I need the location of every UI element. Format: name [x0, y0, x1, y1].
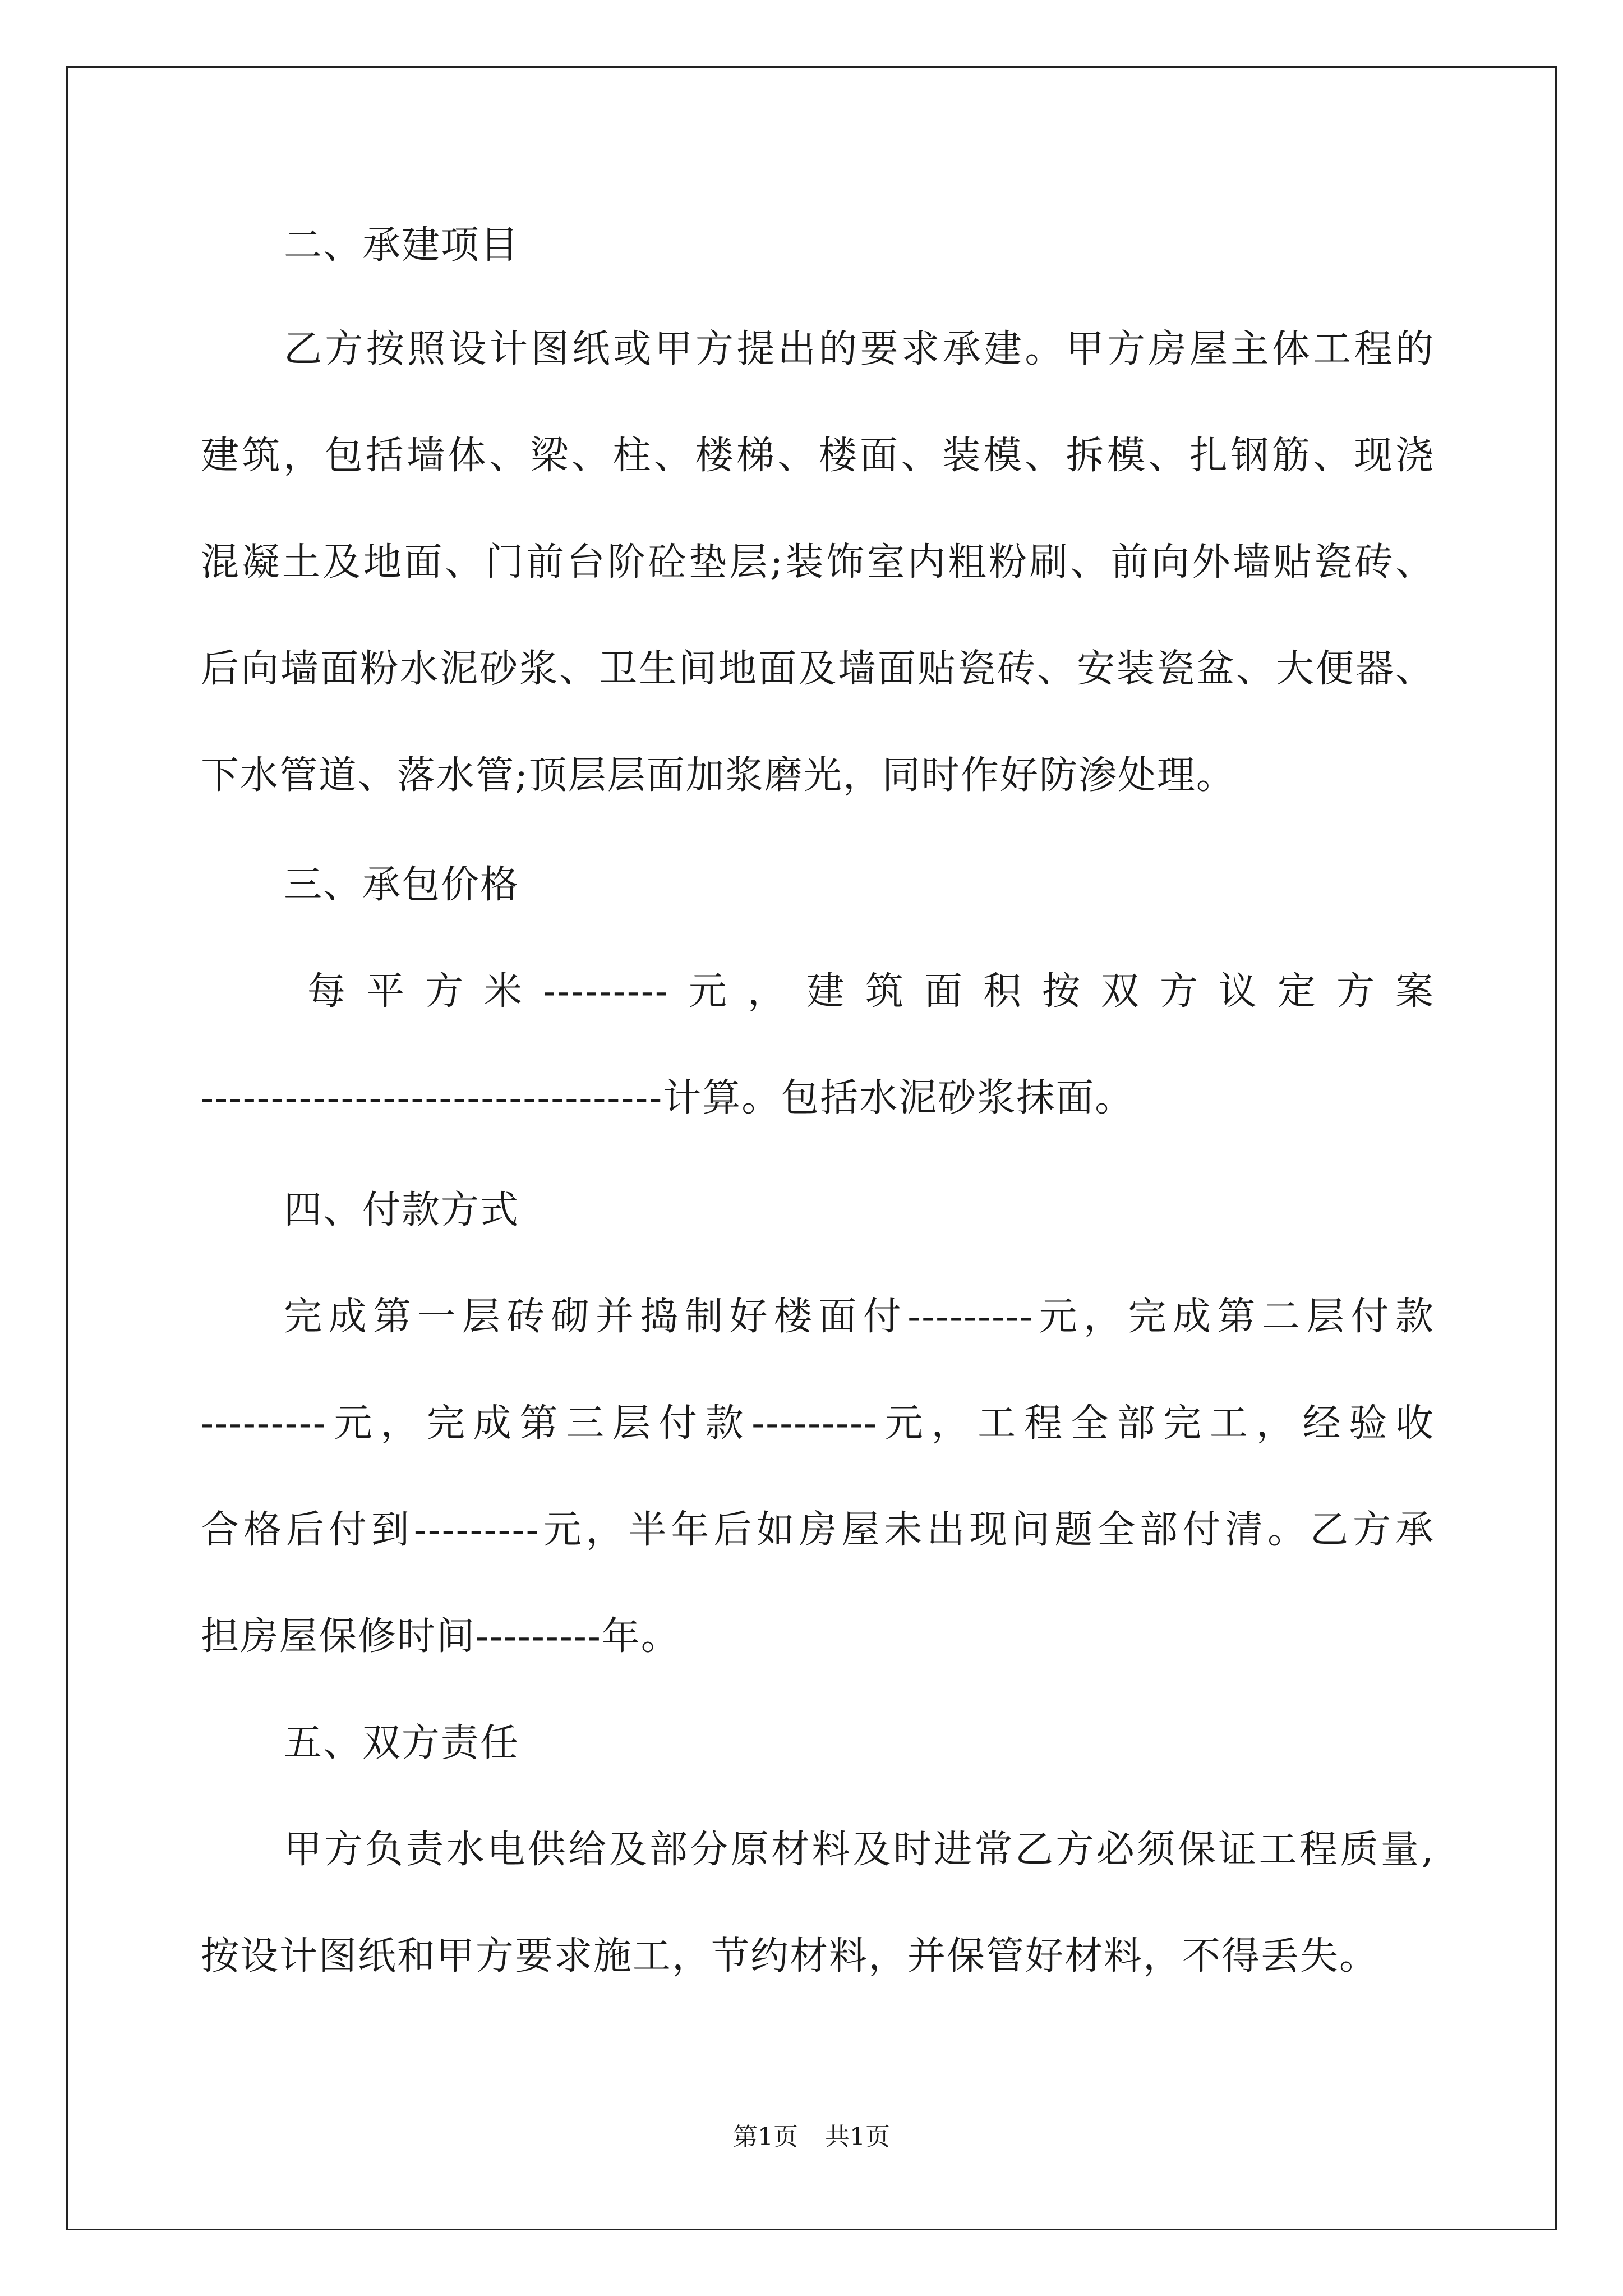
section-heading-contract-price: 三、承包价格 — [284, 863, 520, 907]
paragraph-line: ---------------------------------计算。包括水泥砂浆抹面。 — [201, 1076, 1135, 1120]
paragraph-line: 合格后付到---------元，半年后如房屋未出现问题全部付清。乙方承 — [201, 1508, 1435, 1552]
paragraph-line: 按设计图纸和甲方要求施工，节约材料，并保管好材料，不得丢失。 — [201, 1934, 1379, 1978]
page-border — [66, 66, 1557, 2230]
page-total: 共1页 — [825, 2123, 890, 2151]
section-heading-payment-method: 四、付款方式 — [284, 1188, 520, 1232]
paragraph-line: 后向墙面粉水泥砂浆、卫生间地面及墙面贴瓷砖、安装瓷盆、大便器、 — [201, 647, 1435, 691]
section-heading-construction-items: 二、承建项目 — [284, 223, 520, 268]
paragraph-line: 担房屋保修时间---------年。 — [201, 1614, 680, 1659]
paragraph-line: 乙方按照设计图纸或甲方提出的要求承建。甲方房屋主体工程的 — [284, 327, 1435, 371]
paragraph-line: 每平方米---------元，建筑面积按双方议定方案 — [307, 969, 1435, 1014]
paragraph-line: 甲方负责水电供给及部分原材料及时进常乙方必须保证工程质量, — [284, 1828, 1435, 1872]
section-heading-responsibilities: 五、双方责任 — [284, 1721, 520, 1765]
paragraph-line: ---------元，完成第三层付款---------元，工程全部完工，经验收 — [201, 1401, 1435, 1446]
paragraph-line: 建筑，包括墙体、梁、柱、楼梯、楼面、装模、拆模、扎钢筋、现浇 — [201, 434, 1435, 478]
paragraph-line: 混凝土及地面、门前台阶砼垫层;装饰室内粗粉刷、前向外墙贴瓷砖、 — [201, 540, 1435, 585]
paragraph-line: 完成第一层砖砌并捣制好楼面付---------元，完成第二层付款 — [284, 1295, 1435, 1339]
page-footer — [0, 2120, 1623, 2154]
paragraph-line: 下水管道、落水管;顶层层面加浆磨光，同时作好防渗处理。 — [201, 753, 1235, 798]
page-number: 第1页 — [733, 2123, 798, 2151]
